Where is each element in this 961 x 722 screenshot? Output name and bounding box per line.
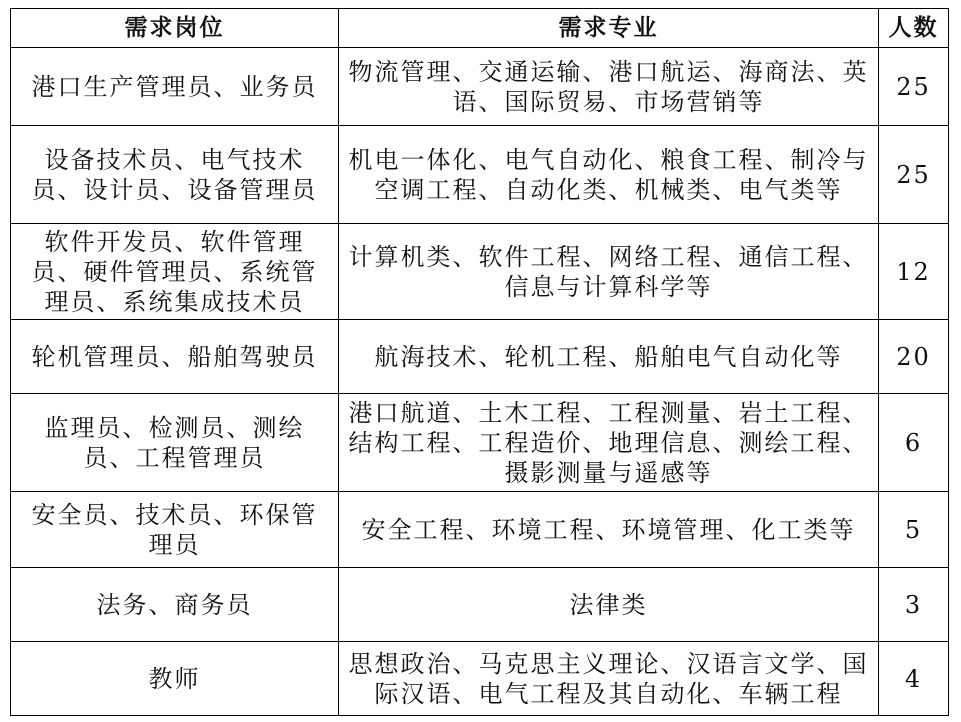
position-cell: 设备技术员、电气技术员、设计员、设备管理员 — [11, 126, 339, 224]
major-cell: 航海技术、轮机工程、船舶电气自动化等 — [339, 320, 879, 394]
major-cell: 安全工程、环境工程、环境管理、化工类等 — [339, 492, 879, 568]
table-header-row — [11, 9, 949, 48]
position-cell: 轮机管理员、船舶驾驶员 — [11, 320, 339, 394]
count-cell: 6 — [879, 394, 949, 492]
header-count: 人数 — [879, 9, 949, 48]
count-cell: 20 — [879, 320, 949, 394]
header-position: 需求岗位 — [11, 9, 339, 48]
position-cell: 港口生产管理员、业务员 — [11, 48, 339, 126]
major-cell: 港口航道、土木工程、工程测量、岩土工程、结构工程、工程造价、地理信息、测绘工程、摄影测量与遥感等 — [339, 394, 879, 492]
major-cell: 机电一体化、电气自动化、粮食工程、制冷与空调工程、自动化类、机械类、电气类等 — [339, 126, 879, 224]
table-row — [11, 568, 949, 642]
count-cell: 4 — [879, 642, 949, 716]
count-cell: 25 — [879, 48, 949, 126]
major-cell: 法律类 — [339, 568, 879, 642]
table-row — [11, 224, 949, 320]
table-row — [11, 126, 949, 224]
position-cell: 软件开发员、软件管理员、硬件管理员、系统管理员、系统集成技术员 — [11, 224, 339, 320]
count-cell: 12 — [879, 224, 949, 320]
major-cell: 思想政治、马克思主义理论、汉语言文学、国际汉语、电气工程及其自动化、车辆工程 — [339, 642, 879, 716]
table-row — [11, 642, 949, 716]
position-cell: 安全员、技术员、环保管理员 — [11, 492, 339, 568]
position-cell: 教师 — [11, 642, 339, 716]
header-major: 需求专业 — [339, 9, 879, 48]
count-cell: 3 — [879, 568, 949, 642]
count-cell: 25 — [879, 126, 949, 224]
position-cell: 监理员、检测员、测绘员、工程管理员 — [11, 394, 339, 492]
table-row — [11, 48, 949, 126]
table-row — [11, 320, 949, 394]
recruitment-table — [10, 8, 949, 716]
table-row — [11, 394, 949, 492]
major-cell: 计算机类、软件工程、网络工程、通信工程、信息与计算科学等 — [339, 224, 879, 320]
table-row — [11, 492, 949, 568]
position-cell: 法务、商务员 — [11, 568, 339, 642]
major-cell: 物流管理、交通运输、港口航运、海商法、英语、国际贸易、市场营销等 — [339, 48, 879, 126]
count-cell: 5 — [879, 492, 949, 568]
